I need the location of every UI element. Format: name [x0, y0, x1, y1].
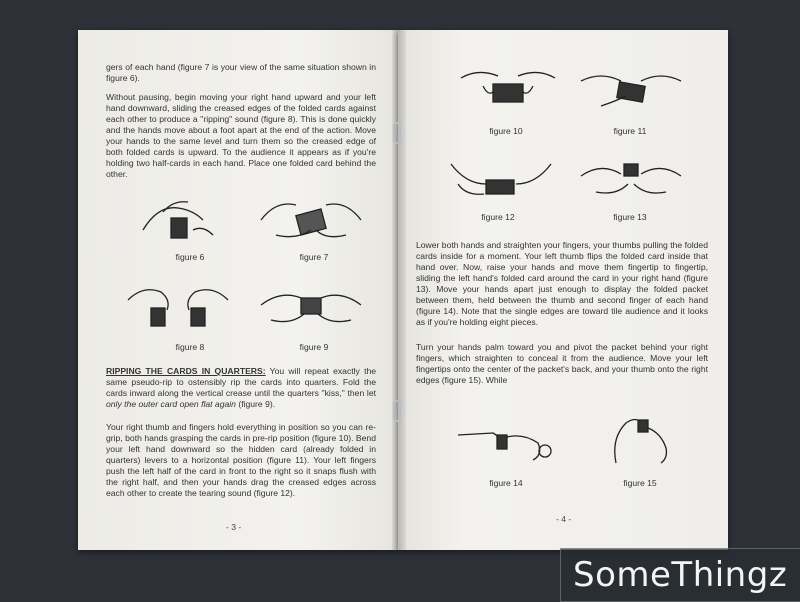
figure-14-caption: figure 14 — [489, 478, 523, 488]
figure-11-illustration — [576, 66, 686, 126]
figure-14-illustration — [453, 415, 563, 475]
figure-7-illustration — [256, 190, 366, 250]
figure-6-illustration — [133, 190, 243, 250]
left-para-4: Your right thumb and fingers hold everything in position so you can re-grip, both hands grasping the cards in pre-rip position (figure 10). Bend your left hand downward so the hidden card (already folded in quarters) levers to a horizontal position (figure 11). Your left fingers push the left half of the card in front to the right so it snaps flush with the right half, and then your hands drag the creased edges across each other to create the tearing sound (figure 12). — [106, 422, 376, 498]
top-staple — [393, 122, 401, 144]
figure-7-caption: figure 7 — [299, 252, 329, 262]
right-para-1: Lower both hands and straighten your fingers, your thumbs pulling the folded cards inside for a moment. Your left thumb flips the folded card inside that hand over. Now, raise your hands and move them fingertip to fingertip, sliding the left hand's folded card around the card in your right hand (figure 13). Move your hands apart just enough to display the folded packet between them, held between the thumb and second finger of each hand (figure 14). Note that the single edges are toward tile audience and it looks as if you're holding eight pieces. — [416, 240, 708, 327]
left-para-3-italic: only the outer card open flat again — [106, 399, 236, 409]
figure-12-caption: figure 12 — [481, 212, 515, 222]
watermark-text: SomeThingz — [573, 555, 788, 595]
figure-10-illustration — [453, 66, 563, 126]
left-para-3-end: (figure 9). — [235, 399, 276, 409]
right-page-number: - 4 - — [556, 514, 572, 524]
figure-15-caption: figure 15 — [623, 478, 657, 488]
figure-13-illustration — [576, 154, 686, 214]
figure-8-illustration — [123, 280, 233, 340]
figure-12-illustration — [446, 154, 556, 214]
left-para-3 — [106, 366, 376, 410]
figure-8-caption: figure 8 — [175, 342, 205, 352]
left-para-1: gers of each hand (figure 7 is your view of the same situation shown in figure 6). — [106, 62, 376, 83]
figure-9-illustration — [256, 280, 366, 340]
figure-13-caption: figure 13 — [613, 212, 647, 222]
figure-6-caption: figure 6 — [175, 252, 205, 262]
figure-9-caption: figure 9 — [299, 342, 329, 352]
figure-11-caption: figure 11 — [613, 126, 647, 136]
booklet-spine — [392, 30, 406, 550]
figure-15-illustration — [586, 408, 696, 468]
left-para-3-start: You will repeat exactly the same pseudo-rip to ostensibly rip the cards into quarters. Fold the cards inward along the vertical crease until the quarters "kiss," then let — [106, 366, 377, 398]
left-page — [78, 30, 398, 550]
bottom-staple — [393, 400, 401, 422]
section-heading: RIPPING THE CARDS IN QUARTERS: — [106, 366, 266, 376]
right-para-2: Turn your hands palm toward you and pivot the packet behind your right fingers, which straighten to conceal it from the audience. Move your left fingertips onto the center of the packet's back, and your thumb onto the right edges (figure 15). While — [416, 342, 708, 385]
left-para-2: Without pausing, begin moving your right hand upward and your left hand downward, sliding the creased edges of the folded cards against each other to produce a "ripping" sound (figure 8). This is done quickly and the hands move about a foot apart at the end of the action. Move your hands to the same level and turn them so the creased edge of both folded cards is upward. To the audience it appears as if you're holding two half-cards in each hand. Place one folded card behind the other. — [106, 92, 376, 179]
watermark-logo — [560, 548, 800, 602]
right-page — [398, 30, 728, 550]
figure-10-caption: figure 10 — [489, 126, 523, 136]
left-page-number: - 3 - — [226, 522, 242, 532]
